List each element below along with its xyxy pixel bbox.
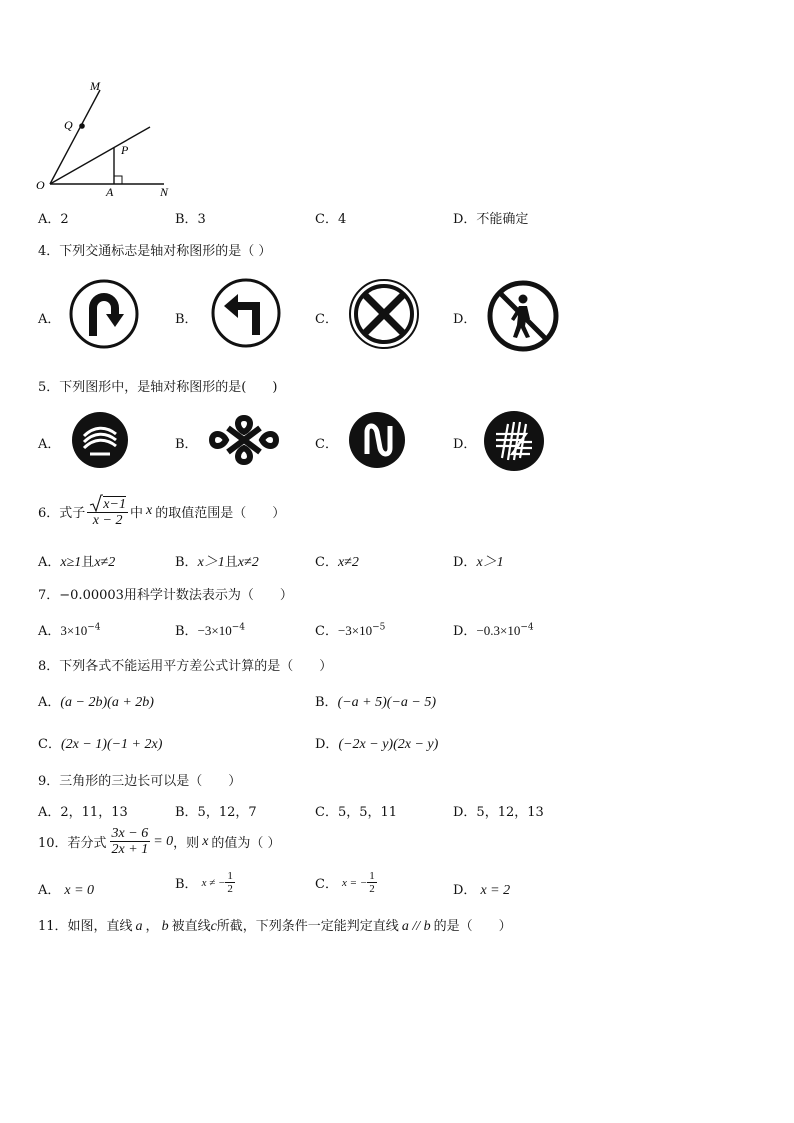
- q10-option-c[interactable]: [315, 870, 377, 895]
- label-q: Q: [64, 118, 73, 132]
- q8-c-letter: C．: [38, 737, 61, 752]
- q10-a-math: x = 0: [64, 883, 95, 898]
- q5-option-d-label[interactable]: D．: [453, 437, 477, 452]
- label-m: M: [90, 79, 100, 93]
- q8-question: 8．下列各式不能运用平方差公式计算的是（ ）: [38, 659, 333, 674]
- q6-prefix: 6．式子: [38, 505, 86, 521]
- q9-option-d[interactable]: D．5，12，13: [453, 805, 544, 820]
- q6-a-math2: x≠2: [94, 555, 116, 570]
- q6-c-letter: C．: [315, 555, 338, 570]
- q6-b-mid: 且: [224, 555, 238, 570]
- q7-a-letter: A．: [38, 624, 61, 639]
- q7-b-base: −3×10: [197, 623, 232, 638]
- q7-d-exp: −4: [520, 622, 534, 633]
- right-angle-mark: [114, 176, 122, 184]
- q7-a-base: 3×10: [60, 623, 88, 638]
- q6-radicand: x−1: [103, 496, 126, 512]
- q9-question: 9．三角形的三边长可以是（ ）: [38, 774, 242, 789]
- u-turn-sign-icon: [68, 278, 140, 350]
- q11-part5: 的是（ ）: [433, 919, 512, 934]
- q10-question: [38, 826, 281, 858]
- label-a: A: [106, 185, 114, 199]
- q6-d-math: x＞1: [476, 555, 504, 570]
- q10-option-a[interactable]: [38, 879, 94, 899]
- q10-denominator: 2x + 1: [111, 842, 149, 858]
- bank-logo-icon: [482, 410, 546, 472]
- q9-option-b[interactable]: B．5，12，7: [175, 805, 257, 820]
- n-logo-icon: [347, 410, 407, 470]
- q6-fraction: [87, 494, 128, 528]
- q6-option-a[interactable]: [38, 551, 115, 571]
- q10-numerator: 3x − 6: [111, 826, 149, 841]
- q8-d-math: (−2x − y)(2x − y): [338, 737, 439, 752]
- q10-b-letter: B．: [175, 877, 198, 893]
- q8-a-math: (a − 2b)(a + 2b): [60, 695, 154, 710]
- q10-d-letter: D．: [453, 883, 477, 898]
- q5-option-a-label[interactable]: A．: [38, 437, 61, 452]
- q6-c-math: x≠2: [337, 555, 359, 570]
- q10-b-math: x ≠ −: [201, 876, 226, 889]
- left-turn-sign-icon: [210, 277, 282, 349]
- china-unicom-logo-icon: [204, 410, 284, 470]
- label-n: N: [160, 185, 169, 199]
- q7-option-d[interactable]: [453, 620, 534, 639]
- q7-question: 7．−0.00003用科学计数法表示为（ ）: [38, 588, 293, 603]
- q9-option-a[interactable]: A．2，11，13: [38, 805, 128, 820]
- q8-option-c[interactable]: [38, 733, 162, 753]
- q7-option-b[interactable]: [175, 620, 245, 639]
- q11-part4: 所截，下列条件一定能判定直线: [216, 919, 399, 934]
- q6-option-b[interactable]: [175, 551, 259, 571]
- q11-var-a: a: [135, 919, 143, 934]
- q10-b-num: 1: [227, 870, 233, 882]
- q10-option-d[interactable]: [453, 879, 510, 899]
- q8-a-letter: A．: [38, 695, 61, 710]
- q8-c-math: (2x − 1)(−1 + 2x): [60, 737, 163, 752]
- point-q: [79, 123, 85, 129]
- q10-c-math: x = −: [341, 876, 368, 889]
- q10-prefix: 10．若分式: [38, 836, 107, 852]
- q10-c-fraction: [367, 870, 377, 895]
- label-o: O: [36, 178, 45, 192]
- label-p: P: [121, 143, 129, 157]
- q10-var: x: [202, 833, 209, 849]
- q11-question: [38, 915, 512, 935]
- q7-c-base: −3×10: [337, 623, 373, 638]
- q7-a-exp: −4: [87, 622, 101, 633]
- q10-c-den: 2: [369, 883, 375, 896]
- q6-a-math: x≥1: [60, 555, 82, 570]
- q6-d-letter: D．: [453, 555, 477, 570]
- q4-option-b-label[interactable]: B．: [175, 312, 198, 327]
- q6-b-math2: x≠2: [237, 555, 259, 570]
- q8-option-d[interactable]: [315, 733, 438, 753]
- q7-c-exp: −5: [372, 622, 386, 633]
- q10-b-fraction: [225, 870, 235, 895]
- q6-a-letter: A．: [38, 555, 61, 570]
- q7-c-letter: C．: [315, 624, 338, 639]
- q7-b-exp: −4: [231, 622, 246, 633]
- q10-middle: ，则: [173, 836, 200, 852]
- q10-eq: = 0: [153, 833, 174, 849]
- q6-var: x: [145, 503, 153, 519]
- q11-part2: ，: [145, 919, 159, 934]
- q10-c-num: 1: [369, 870, 375, 882]
- q6-suffix: 的取值范围是（ ）: [155, 505, 286, 521]
- q6-option-d[interactable]: [453, 551, 504, 571]
- q11-part1: 11．如图，直线: [38, 919, 133, 934]
- q10-a-letter: A．: [38, 883, 61, 898]
- q6-numerator: [87, 494, 128, 513]
- square-root-icon: [89, 494, 103, 512]
- no-stopping-sign-icon: [348, 278, 420, 350]
- q7-d-letter: D．: [453, 624, 477, 639]
- q8-option-a[interactable]: [38, 691, 154, 711]
- q4-option-a-label[interactable]: A．: [38, 312, 61, 327]
- q7-option-c[interactable]: [315, 620, 385, 639]
- angle-bisector-figure: [34, 76, 184, 201]
- q4-question: 4．下列交通标志是轴对称图形的是（ ）: [38, 244, 272, 259]
- q3-option-b[interactable]: B．3: [175, 212, 206, 227]
- q6-a-mid: 且: [81, 555, 95, 570]
- q11-parallel: a // b: [401, 919, 431, 934]
- q4-option-d-label[interactable]: D．: [453, 312, 477, 327]
- q3-option-a[interactable]: A．2: [38, 212, 69, 227]
- q10-b-den: 2: [227, 883, 233, 896]
- q8-b-letter: B．: [315, 695, 338, 710]
- q10-suffix: 的值为（ ）: [211, 836, 281, 852]
- q6-question: [38, 494, 285, 528]
- q5-question: 5．下列图形中，是轴对称图形的是( ): [38, 380, 278, 395]
- q10-c-letter: C．: [315, 877, 338, 893]
- china-mobile-logo-icon: [70, 410, 130, 470]
- q5-option-c-label[interactable]: C．: [315, 437, 338, 452]
- q6-middle: 中: [129, 505, 143, 521]
- q5-option-b-label[interactable]: B．: [175, 437, 198, 452]
- q3-option-c[interactable]: C．4: [315, 212, 347, 227]
- q11-var-c: c: [210, 919, 217, 934]
- q7-option-a[interactable]: [38, 620, 101, 639]
- q7-d-base: −0.3×10: [476, 623, 521, 638]
- q4-option-c-label[interactable]: C．: [315, 312, 338, 327]
- q6-option-c[interactable]: [315, 551, 359, 571]
- q10-d-math: x = 2: [480, 883, 511, 898]
- q7-b-letter: B．: [175, 624, 198, 639]
- q3-option-d[interactable]: D．不能确定: [453, 212, 529, 227]
- q8-b-math: (−a + 5)(−a − 5): [337, 695, 436, 710]
- q8-option-b[interactable]: [315, 691, 436, 711]
- q9-option-c[interactable]: C．5，5，11: [315, 805, 398, 820]
- no-pedestrians-sign-icon: [486, 279, 560, 353]
- q10-option-b[interactable]: [175, 870, 235, 895]
- q8-d-letter: D．: [315, 737, 339, 752]
- q6-b-math: x＞1: [197, 555, 225, 570]
- q11-var-b: b: [161, 919, 169, 934]
- q6-denominator: x − 2: [92, 513, 123, 528]
- q10-fraction: [110, 826, 151, 858]
- q6-b-letter: B．: [175, 555, 198, 570]
- q11-part3: 被直线: [171, 919, 211, 934]
